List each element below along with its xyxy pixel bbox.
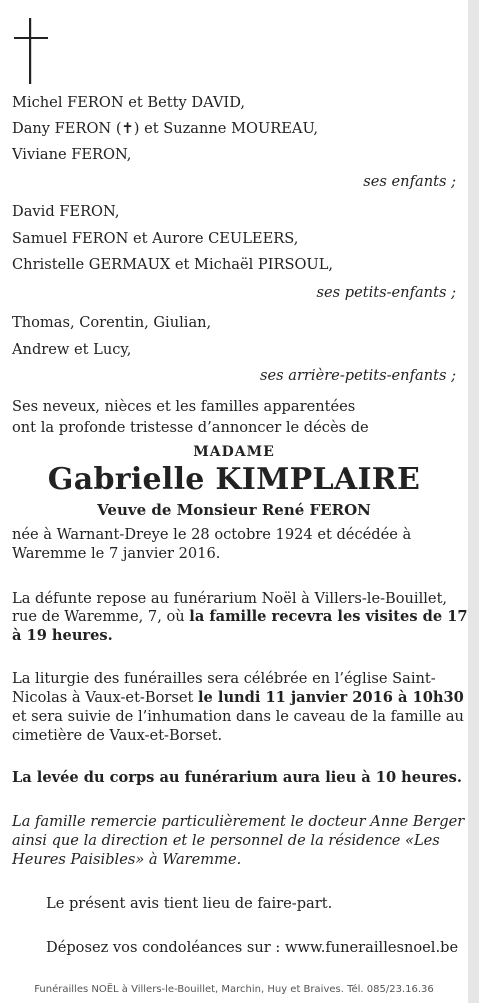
relatives-line-2: ont la profonde tristesse d’annoncer le décès de: [12, 419, 369, 436]
liturgy-line-1: La liturgie des funérailles sera célébrée en l’église Saint-: [12, 670, 436, 687]
children-line-2: Dany FERON (✝) et Suzanne MOUREAU,: [12, 120, 319, 137]
liturgy-line-2: [12, 689, 464, 707]
great-grandchildren-line-1: Thomas, Corentin, Giulian,: [12, 314, 212, 331]
liturgy-date: le lundi 11 janvier 2016 à 10h30: [197, 689, 464, 706]
children-line-3: Viviane FERON,: [12, 146, 132, 163]
deceased-title: MADAME: [193, 444, 275, 460]
liturgy-line-4: cimetière de Vaux-et-Borset.: [12, 727, 223, 744]
thanks-line-3: Heures Paisibles» à Waremme.: [12, 851, 242, 868]
relatives-line-1: Ses neveux, nièces et les familles apparentées: [12, 398, 356, 415]
thanks-line-2: ainsi que la direction et le personnel de la résidence «Les: [12, 832, 440, 849]
grandchildren-line-3: Christelle GERMAUX et Michaël PIRSOUL,: [12, 256, 334, 273]
visitation-text: rue de Waremme, 7, où: [12, 608, 190, 625]
notice-text: Le présent avis tient lieu de faire-part.: [46, 895, 333, 912]
liturgy-line-3: et sera suivie de l’inhumation dans le caveau de la famille au: [12, 708, 464, 725]
deceased-name: Gabrielle KIMPLAIRE: [47, 462, 421, 497]
footer-text: Funérailles NOËL à Villers-le-Bouillet, Marchin, Huy et Braives. Tél. 085/23.16.36: [34, 984, 434, 995]
children-label: ses enfants ;: [363, 173, 456, 190]
birth-death-line-2: Waremme le 7 janvier 2016.: [12, 545, 221, 562]
birth-death-line-1: née à Warnant-Dreye le 28 octobre 1924 et décédée à: [12, 526, 412, 543]
grandchildren-label: ses petits-enfants ;: [316, 284, 456, 301]
condolences-text: Déposez vos condoléances sur : www.funeraillesnoel.be: [46, 939, 459, 956]
visitation-line-1: La défunte repose au funérarium Noël à Villers-le-Bouillet,: [12, 590, 448, 607]
visitation-hours: la famille recevra les visites de 17: [189, 608, 468, 625]
thanks-line-1: La famille remercie particulièrement le docteur Anne Berger: [12, 813, 465, 830]
children-line-1: Michel FERON et Betty DAVID,: [12, 94, 246, 111]
widow-of: Veuve de Monsieur René FERON: [97, 501, 371, 519]
levee-announcement: La levée du corps au funérarium aura lieu à 10 heures.: [12, 769, 462, 786]
great-grandchildren-line-2: Andrew et Lucy,: [12, 341, 132, 358]
cross-icon: [14, 18, 54, 84]
liturgy-place: Nicolas à Vaux-et-Borset: [12, 689, 198, 706]
visitation-line-3: à 19 heures.: [12, 627, 113, 644]
grandchildren-line-2: Samuel FERON et Aurore CEULEERS,: [12, 230, 299, 247]
great-grandchildren-label: ses arrière-petits-enfants ;: [260, 367, 456, 384]
grandchildren-line-1: David FERON,: [12, 203, 120, 220]
visitation-line-2: [12, 608, 468, 626]
